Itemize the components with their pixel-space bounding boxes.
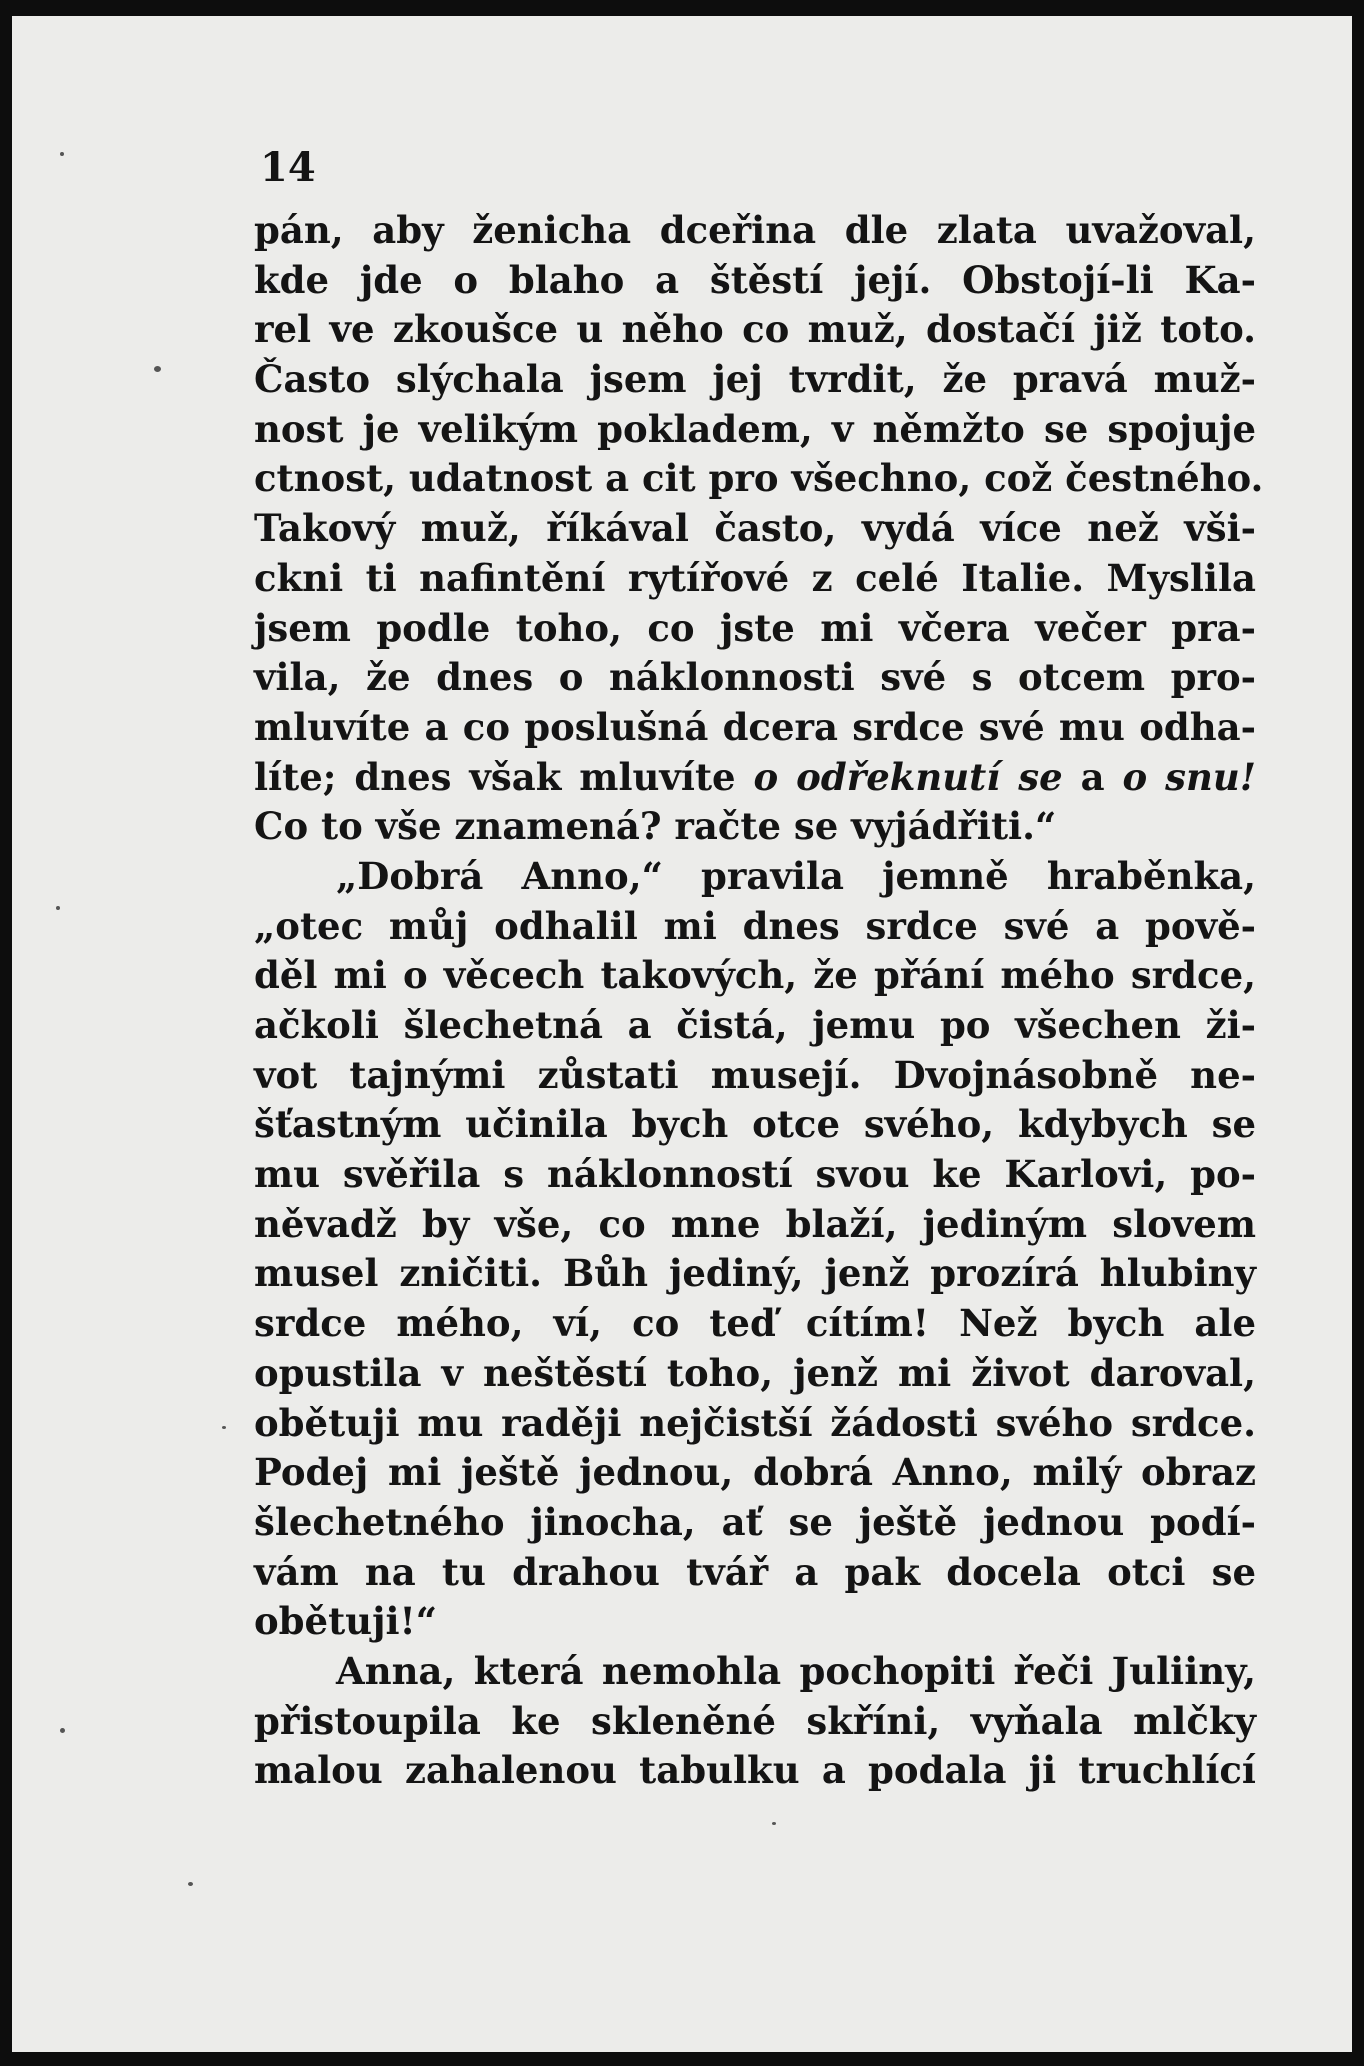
body-text [254,206,1264,1796]
paragraph-end-line: obětuji!“ [254,1599,438,1644]
emphasis-text: o snu! [1122,754,1256,799]
paragraph-start-line: „Dobrá Anno,“ pravila jemně hraběnka, [336,853,1256,898]
page-number: 14 [260,144,316,191]
text-line: přistoupila ke skleněné skříni, vyňala mlčky [254,1698,1256,1743]
text-line: šlechetného jinocha, ať se ještě jednou podí- [254,1499,1256,1544]
text-line: Podej mi ještě jednou, dobrá Anno, milý obraz [254,1450,1256,1495]
text-line-with-emphasis [254,753,1256,803]
text-line: malou zahalenou tabulku a podala ji truchlící [254,1748,1256,1793]
text-line: „otec můj odhalil mi dnes srdce své a pově- [254,903,1256,948]
paper-speck [772,1822,776,1825]
paragraph-start-line: Anna, která nemohla pochopiti řeči Juliiny, [336,1648,1256,1693]
text-line: ctnost, udatnost a cit pro všechno, což čestného. [254,456,1264,501]
paper-speck [188,1882,193,1886]
text-line: mluvíte a co poslušná dcera srdce své mu odha- [254,704,1256,749]
text-line: vám na tu drahou tvář a pak docela otci se [254,1549,1256,1594]
text-line: obětuji mu raději nejčistší žádosti svého srdce. [254,1400,1256,1445]
text-line: musel zničiti. Bůh jediný, jenž prozírá hlubiny [254,1251,1256,1296]
text-line: opustila v neštěstí toho, jenž mi život daroval, [254,1350,1256,1395]
text-line: ckni ti nafintění rytířové z celé Italie. Myslila [254,555,1256,600]
text-line: vila, že dnes o náklonnosti své s otcem pro- [254,655,1256,700]
text-line: Takový muž, říkával často, vydá více než vši- [254,506,1256,551]
text-line: vot tajnými zůstati musejí. Dvojnásobně ne- [254,1052,1256,1097]
paper-speck [222,1426,226,1429]
text-line: kde jde o blaho a štěstí její. Obstojí-li Ka- [254,257,1256,302]
text-line: děl mi o věcech takových, že přání mého srdce, [254,953,1256,998]
text-line: mu svěřila s náklonností svou ke Karlovi, po- [254,1152,1256,1197]
book-page [12,16,1352,2052]
emphasis-text: o odřeknutí se [753,754,1063,799]
text-line: nost je velikým pokladem, v němžto se spojuje [254,406,1256,451]
text-line: šťastným učinila bych otce svého, kdybych se [254,1102,1256,1147]
paper-speck [60,1728,65,1733]
text-line: něvadž by vše, co mne blaží, jediným slovem [254,1201,1256,1246]
paper-speck [154,366,161,372]
text-line: srdce mého, ví, co teď cítím! Než bych ale [254,1301,1256,1346]
text-segment: a [1062,754,1123,799]
text-line: Často slýchala jsem jej tvrdit, že pravá muž- [254,357,1256,402]
paragraph-end-line: Co to vše znamená? račte se vyjádřiti.“ [254,804,1057,849]
paper-speck [56,906,60,910]
text-line: pán, aby ženicha dceřina dle zlata uvažoval, [254,208,1256,252]
text-line: jsem podle toho, co jste mi včera večer pra- [254,605,1256,650]
text-segment: líte; dnes však mluvíte [254,754,754,799]
text-line: rel ve zkoušce u něho co muž, dostačí již toto. [254,307,1256,352]
text-line: ačkoli šlechetná a čistá, jemu po všechen ži- [254,1003,1256,1047]
paper-speck [60,152,64,156]
